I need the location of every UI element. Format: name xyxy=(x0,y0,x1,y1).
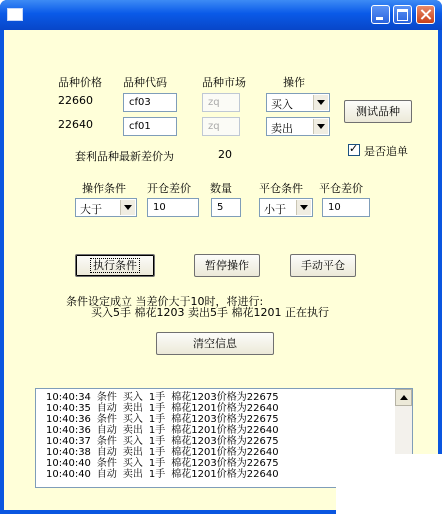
log-cell: 条件 xyxy=(96,458,117,469)
dropdown-arrow-icon[interactable] xyxy=(120,200,135,215)
log-cell: 条件 xyxy=(96,392,117,403)
log-cell: 10:40:38 xyxy=(46,447,91,458)
dropdown-arrow-icon[interactable] xyxy=(296,200,311,215)
open-spread-input[interactable]: 10 xyxy=(147,198,199,217)
test-symbol-button[interactable] xyxy=(344,100,412,123)
dropdown-arrow-icon[interactable] xyxy=(313,95,328,110)
log-cell: 1手 xyxy=(148,436,166,447)
quantity-input[interactable]: 5 xyxy=(211,198,241,217)
header-price: 品种价格 xyxy=(58,76,102,89)
close-spread-input[interactable]: 10 xyxy=(322,198,370,217)
log-cell: 条件 xyxy=(96,414,117,425)
arb-spread-label: 套利品种最新差价为 xyxy=(75,150,174,163)
op-condition-select[interactable] xyxy=(75,198,137,217)
pause-button[interactable] xyxy=(194,254,260,277)
log-cell: 10:40:34 xyxy=(46,392,91,403)
log-cell: 自动 xyxy=(96,447,117,458)
clear-info-button-label: 清空信息 xyxy=(193,337,237,350)
header-operation: 操作 xyxy=(283,76,305,89)
manual-close-button-label: 手动平仓 xyxy=(301,259,345,272)
minimize-icon[interactable] xyxy=(371,5,390,24)
header-close-spread: 平仓差价 xyxy=(319,182,363,195)
log-cell: 10:40:40 xyxy=(46,458,91,469)
log-cell: 自动 xyxy=(96,403,117,414)
test-symbol-button-label: 测试品种 xyxy=(356,105,400,118)
close-condition-select[interactable] xyxy=(259,198,313,217)
log-cell: 10:40:37 xyxy=(46,436,91,447)
log-cell: 1手 xyxy=(148,447,166,458)
execute-condition-button-label: 执行条件 xyxy=(93,259,137,272)
log-cell: 买入 xyxy=(122,392,143,403)
close-icon[interactable] xyxy=(416,5,435,24)
header-code: 品种代码 xyxy=(123,76,167,89)
log-cell: 10:40:40 xyxy=(46,469,91,480)
log-cell: 棉花1201价格为22640 xyxy=(171,425,279,436)
log-cell: 1手 xyxy=(148,403,166,414)
log-cell: 买入 xyxy=(122,436,143,447)
desktop-background xyxy=(336,454,448,517)
log-row[interactable] xyxy=(46,447,285,458)
log-cell: 1手 xyxy=(148,392,166,403)
log-row[interactable] xyxy=(46,436,285,447)
code-input-2[interactable]: cf01 xyxy=(123,117,177,136)
log-cell: 卖出 xyxy=(122,403,143,414)
price-value-1: 22660 xyxy=(58,94,93,107)
app-icon[interactable] xyxy=(7,8,23,21)
action-select-2-value: 卖出 xyxy=(271,122,293,135)
clear-info-button[interactable] xyxy=(156,332,274,355)
market-input-1[interactable]: zq xyxy=(202,93,240,112)
log-cell: 买入 xyxy=(122,458,143,469)
execute-condition-button[interactable] xyxy=(75,254,155,277)
price-value-2: 22640 xyxy=(58,118,93,131)
log-cell: 1手 xyxy=(148,414,166,425)
log-cell: 条件 xyxy=(96,436,117,447)
arb-spread-value: 20 xyxy=(218,148,232,161)
scroll-up-icon[interactable] xyxy=(395,389,412,406)
code-input-1[interactable]: cf03 xyxy=(123,93,177,112)
pause-button-label: 暂停操作 xyxy=(205,259,249,272)
log-cell: 棉花1201价格为22640 xyxy=(171,403,279,414)
header-open-spread: 开仓差价 xyxy=(147,182,191,195)
header-op-condition: 操作条件 xyxy=(82,182,126,195)
action-select-2[interactable] xyxy=(266,117,330,136)
dropdown-arrow-icon[interactable] xyxy=(313,119,328,134)
log-cell: 棉花1203价格为22675 xyxy=(171,392,279,403)
log-cell: 自动 xyxy=(96,469,117,480)
status-line-1: 条件设定成立 当差价大于10时，将进行: xyxy=(66,295,264,308)
op-condition-value: 大于 xyxy=(80,203,102,216)
log-cell: 棉花1203价格为22675 xyxy=(171,458,279,469)
log-cell: 10:40:36 xyxy=(46,414,91,425)
log-cell: 1手 xyxy=(148,458,166,469)
log-cell: 买入 xyxy=(122,414,143,425)
title-bar[interactable] xyxy=(0,0,442,30)
manual-close-button[interactable] xyxy=(290,254,356,277)
header-close-condition: 平仓条件 xyxy=(259,182,303,195)
market-input-2[interactable]: zq xyxy=(202,117,240,136)
log-cell: 10:40:35 xyxy=(46,403,91,414)
log-row[interactable] xyxy=(46,469,285,480)
log-row[interactable] xyxy=(46,458,285,469)
log-cell: 卖出 xyxy=(122,447,143,458)
header-market: 品种市场 xyxy=(202,76,246,89)
log-row[interactable] xyxy=(46,392,285,403)
log-cell: 卖出 xyxy=(122,469,143,480)
log-cell: 10:40:36 xyxy=(46,425,91,436)
header-quantity: 数量 xyxy=(210,182,232,195)
close-condition-value: 小于 xyxy=(264,203,286,216)
log-row[interactable] xyxy=(46,425,285,436)
log-cell: 棉花1203价格为22675 xyxy=(171,414,279,425)
chase-order-checkbox[interactable] xyxy=(348,144,360,156)
client-area xyxy=(4,30,438,510)
status-line-2: 买入5手 棉花1203 卖出5手 棉花1201 正在执行 xyxy=(91,306,329,319)
action-select-1[interactable] xyxy=(266,93,330,112)
log-cell: 棉花1203价格为22675 xyxy=(171,436,279,447)
chase-order-label: 是否追单 xyxy=(364,145,408,158)
action-select-1-value: 买入 xyxy=(271,98,293,111)
log-cell: 1手 xyxy=(148,469,166,480)
log-cell: 卖出 xyxy=(122,425,143,436)
log-cell: 棉花1201价格为22640 xyxy=(171,447,279,458)
log-cell: 棉花1201价格为22640 xyxy=(171,469,279,480)
log-cell: 1手 xyxy=(148,425,166,436)
log-row[interactable] xyxy=(46,414,285,425)
log-cell: 自动 xyxy=(96,425,117,436)
log-row[interactable] xyxy=(46,403,285,414)
maximize-icon[interactable] xyxy=(393,5,412,24)
